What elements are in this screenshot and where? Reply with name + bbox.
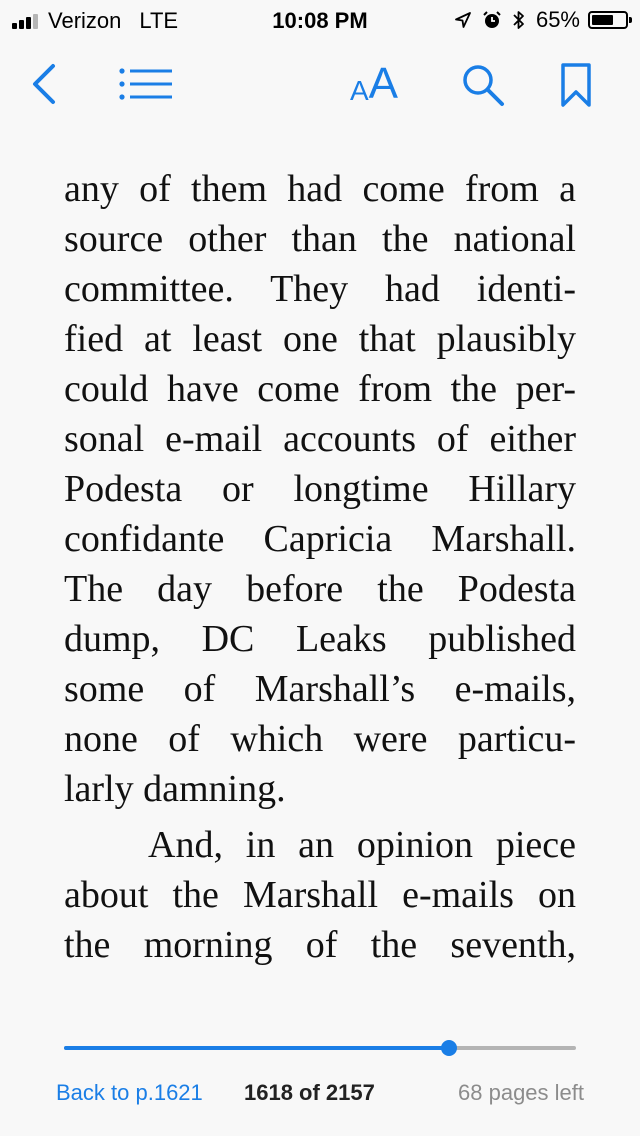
text-line: larly damning.	[64, 768, 286, 810]
text-line: The day before the Podesta	[64, 568, 576, 610]
font-size-icon-small: A	[349, 75, 369, 106]
text-line: confidante Capricia Marshall.	[64, 518, 576, 560]
reader-toolbar	[0, 40, 640, 136]
text-line: about the Marshall e-mails on	[64, 874, 576, 916]
font-size-icon-large: A	[368, 59, 399, 108]
text-line: Podesta or longtime Hillary	[64, 468, 576, 510]
table-of-contents-button[interactable]	[116, 62, 176, 106]
carrier-name: Verizon	[48, 8, 122, 33]
text-line: any of them had come from a	[64, 168, 576, 210]
text-line: the morning of the seventh,	[64, 924, 576, 966]
back-chevron-icon	[29, 62, 59, 106]
text-line: sonal e-mail accounts of either	[64, 418, 576, 460]
location-arrow-icon	[454, 11, 472, 29]
table-of-contents-icon	[118, 67, 174, 101]
book-page-text	[64, 164, 576, 970]
network-type: LTE	[139, 8, 179, 33]
status-time: 10:08 PM	[272, 8, 368, 33]
bluetooth-icon	[512, 10, 526, 30]
bookmark-icon	[560, 62, 592, 108]
text-line: source other than the national	[64, 218, 576, 260]
alarm-icon	[482, 10, 502, 30]
back-button[interactable]	[22, 60, 66, 108]
text-line: none of which were particu-	[64, 718, 576, 760]
scrubber-handle[interactable]	[441, 1040, 457, 1056]
status-bar	[0, 0, 640, 40]
pages-left: 68 pages left	[458, 1080, 584, 1105]
page-count: 1618 of 2157	[244, 1080, 375, 1105]
text-line: And, in an opinion piece	[148, 824, 576, 866]
text-line: committee. They had identi-	[64, 268, 576, 310]
reader-footer	[0, 1076, 640, 1112]
text-line: some of Marshall’s e-mails,	[64, 668, 576, 710]
back-to-page-link[interactable]: Back to p.1621	[56, 1080, 203, 1105]
battery-icon	[588, 11, 628, 29]
search-button[interactable]	[458, 60, 508, 110]
font-size-button[interactable]	[338, 54, 410, 114]
text-line: dump, DC Leaks published	[64, 618, 576, 660]
search-icon	[461, 63, 505, 107]
page-scrubber[interactable]	[64, 1040, 576, 1056]
bookmark-button[interactable]	[556, 60, 596, 110]
text-line: could have come from the per-	[64, 368, 576, 410]
battery-percent: 65%	[535, 7, 580, 32]
scrubber-progress	[64, 1046, 449, 1050]
text-line: fied at least one that plausibly	[64, 318, 576, 360]
status-right	[444, 7, 628, 33]
